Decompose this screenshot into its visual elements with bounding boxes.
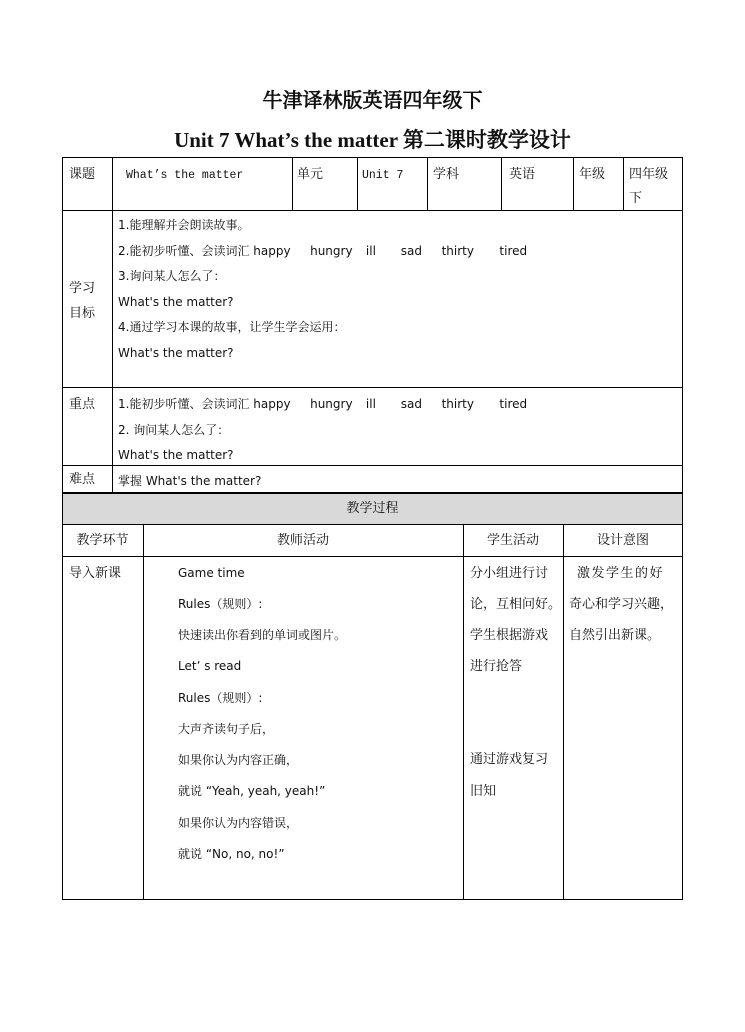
objective-line-2 bbox=[118, 242, 527, 260]
teacher-line: Let’ s read bbox=[178, 659, 242, 673]
subject-label: 学科 bbox=[433, 167, 460, 182]
student-line: 分小组进行讨 bbox=[470, 566, 549, 581]
vocab-word: sad bbox=[400, 244, 422, 258]
grade-value-line2: 下 bbox=[629, 191, 643, 206]
vocab-word: hungry bbox=[310, 244, 353, 258]
key-point-line-1-prefix: 1.能初步听懂、会读词汇 bbox=[118, 397, 254, 411]
objective-line-3: 3.询问某人怎么了： bbox=[118, 269, 226, 283]
vocab-word: sad bbox=[400, 397, 422, 411]
col-teacher-header: 教师活动 bbox=[276, 533, 329, 548]
student-line: 进行抢答 bbox=[470, 659, 523, 674]
vocab-word: happy bbox=[253, 244, 291, 258]
document-title: 牛津译林版英语四年级下 bbox=[262, 88, 483, 112]
design-line: 激发学生的好 bbox=[577, 566, 665, 581]
student-line: 通过游戏复习 bbox=[470, 752, 549, 767]
teacher-line: 快速读出你看到的单词或图片。 bbox=[178, 628, 347, 642]
vocab-word: tired bbox=[499, 397, 528, 411]
teacher-line: 就说 “No, no, no!” bbox=[178, 847, 285, 861]
vocab-word: tired bbox=[499, 244, 528, 258]
vocab-word: ill bbox=[365, 397, 376, 411]
student-line: 论，互相问好。 bbox=[470, 597, 562, 612]
stage-name: 导入新课 bbox=[69, 566, 122, 581]
key-point-line-3: What's the matter? bbox=[118, 448, 234, 462]
objective-line-6: What's the matter? bbox=[118, 346, 234, 360]
objective-line-5: 4.通过学习本课的故事，让学生学会运用： bbox=[118, 320, 346, 334]
vocab-word: ill bbox=[365, 244, 376, 258]
col-stage-header: 教学环节 bbox=[76, 533, 129, 548]
vocab-word: hungry bbox=[310, 397, 353, 411]
key-point-line-1 bbox=[118, 395, 527, 413]
col-design-header: 设计意图 bbox=[596, 533, 649, 548]
student-line: 学生根据游戏 bbox=[470, 628, 549, 643]
subject-value: 英语 bbox=[509, 167, 536, 182]
objective-line-4: What's the matter? bbox=[118, 295, 234, 309]
student-line: 旧知 bbox=[470, 784, 497, 799]
difficulty-label: 难点 bbox=[69, 472, 96, 487]
topic-value: What’s the matter bbox=[126, 169, 244, 182]
teacher-line: 就说 “Yeah, yeah, yeah!” bbox=[178, 784, 326, 798]
teacher-line: 如果你认为内容错误， bbox=[178, 816, 299, 830]
objectives-label-line2: 目标 bbox=[69, 306, 96, 321]
topic-label: 课题 bbox=[69, 167, 96, 182]
teacher-line: Game time bbox=[178, 566, 245, 580]
teacher-line: Rules（规则）: bbox=[178, 691, 263, 705]
design-line: 奇心和学习兴趣， bbox=[569, 597, 674, 612]
objective-line-2-prefix: 2.能初步听懂、会读词汇 bbox=[118, 244, 254, 258]
teacher-line: 大声齐读句子后， bbox=[178, 722, 275, 736]
vocab-word: happy bbox=[253, 397, 291, 411]
objectives-label-line1: 学习 bbox=[69, 281, 96, 296]
unit-label: 单元 bbox=[297, 167, 324, 182]
vocab-word: thirty bbox=[441, 397, 474, 411]
grade-value-line1: 四年级 bbox=[629, 167, 669, 182]
grade-label: 年级 bbox=[579, 167, 606, 182]
teacher-line: 如果你认为内容正确， bbox=[178, 753, 299, 767]
key-points-label: 重点 bbox=[69, 397, 96, 412]
difficulty-value: 掌握 What's the matter? bbox=[118, 474, 262, 488]
design-line: 自然引出新课。 bbox=[569, 628, 661, 643]
teacher-line: Rules（规则）: bbox=[178, 597, 263, 611]
objective-line-1: 1.能理解并会朗读故事。 bbox=[118, 218, 250, 232]
key-point-line-2: 2. 询问某人怎么了： bbox=[118, 423, 230, 437]
unit-value: Unit 7 bbox=[362, 169, 404, 182]
col-student-header: 学生活动 bbox=[486, 533, 539, 548]
vocab-word: thirty bbox=[441, 244, 474, 258]
document-subtitle: Unit 7 What’s the matter 第二课时教学设计 bbox=[174, 128, 571, 152]
process-banner: 教学过程 bbox=[346, 501, 399, 516]
